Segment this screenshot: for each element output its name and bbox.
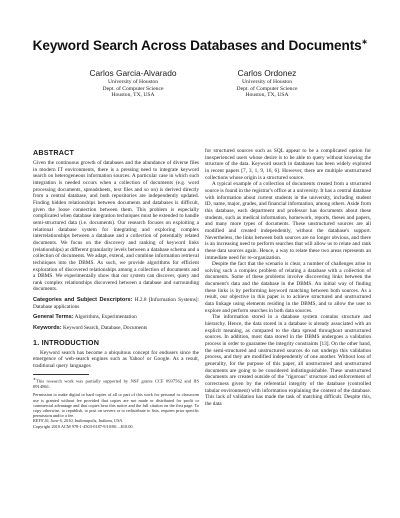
right-paragraph-1: for structured sources such as SQL appear to be a complicated option for inexperienced users whose desire is to be able to query without knowing the structure of the data. Keyword search in databases has been widely explored in recent papers [7, 3, 1, 9, 16, 6]. However, there are multiple unstructured collections whose origin is a structured source. — [205, 148, 371, 181]
paper-title: Keyword Search Across Databases and Documents∗ — [32, 38, 368, 53]
keywords-text: Keyword Search, Database, Documents — [62, 325, 148, 332]
keywords-label: Keywords: — [33, 325, 62, 332]
right-paragraph-4: The information stored in a database system contains structure and hierarchy. Hence, the data stored in a database is already associated with an explicit meaning, as compared to the data spread throughout unstructured sources. In addition, most data stored in the DBMS undergoes a validation process in order to guarantee the integrity constraints [13]. On the other hand, the semi-structured and unstructured sources do not undergo this validation process, and they are modified independently of one another. Without loss of generality, for the purpose of this paper, all unstructured and unstructured documents are going to be considered indistinguishable. These unstructured documents are created outside of the "rigorous" structure and enforcement of correctness given by the referential integrity of the database (controlled tabular environment) with information explaining the content of the database. This lack of validation has made the task of matching difficult. Despite this, the data — [205, 314, 371, 407]
footnote-rule — [33, 374, 89, 375]
categories-text: H.2.8 [Information Systems]: Database applications — [33, 297, 199, 310]
author-dept: Dept. of Computer Science — [236, 85, 298, 92]
author-affiliation: University of Houston — [241, 79, 293, 85]
general-terms — [33, 314, 199, 321]
right-paragraph-3: Despite the fact that the scenario is clear, a number of challenges arise in solving such a complex problem of relating a database with a collection of documents. Some of these problems involve discovering links between the document's data and the database in the DBMS. An initial way of finding these links is by performing keyword matching between both sources. As a result, our objective in this paper is to achieve structured and unstructured data linkage using elements residing in the DBMS, and to allow the user to explore and perform searches in both data sources. — [205, 261, 371, 314]
author-location: Houston, TX, USA — [245, 92, 289, 99]
footnote-mark: ∗ — [33, 376, 37, 381]
title-footnote-mark: ∗ — [361, 39, 368, 46]
author-name: Carlos Ordonez — [237, 68, 297, 78]
footnote — [33, 377, 199, 390]
intro-paragraph: Keyword search has become a ubiquitous concept for endusers since the emergence of web-search engines such as Yahoo! or Google. As a result, traditional query languages — [33, 349, 199, 370]
author-dept: Dept. of Computer Science — [102, 85, 164, 92]
author-location: Houston, TX, USA — [111, 92, 155, 99]
categories — [33, 297, 199, 310]
right-paragraph-2: A typical example of a collection of documents created from a structured source is found in the registrar's office at a university. It has a central database with information about current students in the university, including student ID, name, major, grades, and financial information, among others. Aside from this database, each department and professor has documents about these students, such as medical information, homework, reports, theses and papers, and many more types of documents. These unstructured sources are all modified and created independently, without the database's support. Nevertheless, the links between both sources are no longer obvious, and there is an increasing need to perform searches that will allow us to relate and rank these data sources again. Hence, a way to relate these two areas represents an immediate need for re-organization. — [205, 181, 371, 261]
abstract-text: Given the continuous growth of databases and the abundance of diverse files in modern IT environments, there is a pressing need to integrate keyword search on heterogeneous information sources. A particular case in which such integration is needed occurs when a collection of documents (e.g. word processing documents, spreadsheets, text files and so on) is derived directly from a central database, and both repositories are independently updated. Finding hidden relationships between documents and databases is difficult, given the loose connection between them. This problem is especially complicated when database integration techniques must be extended to handle semi-structured data (i.e. documents). Our research focuses on exploiting a relational database system for integrating and exploring complex interrelationships between a database and a collection of potentially related documents. We focus on the discovery and ranking of keyword links (relationships) at different granularity levels between a database schema and a collection of documents. We adapt, extend, and combine information retrieval techniques into the DBMS. As such, we provide algorithms for efficient exploration of discovered relationships among a collection of documents and a DBMS. We experimentally show that our system can discover, query and rank complex relationships discovered between a database and surrounding documents. — [33, 160, 199, 293]
intro-heading: 1. INTRODUCTION — [33, 337, 100, 347]
left-column — [33, 148, 199, 429]
terms-label: General Terms: — [33, 314, 74, 321]
author-name: Carlos Garcia-Alvarado — [89, 68, 177, 78]
author-2 — [182, 68, 352, 99]
footnote-text: This research work was partially supported by NSF grants CCF 0937562 and IIS 0914861. — [33, 378, 199, 389]
author-affiliation: University of Houston — [107, 79, 159, 85]
permission-notice: Permission to make digital or hard copies of all or part of this work for personal or classroom use is granted without fee provided that copies are not made or distributed for profit or commercial advantage and that copies bear this notice and the full citation on the first page. To copy otherwise, to republish, to post on servers or to redistribute to lists, requires prior specific permission and/or a fee. — [33, 392, 199, 419]
terms-text: Algorithms, Experimentation — [74, 314, 137, 321]
copyright-notice: Copyright 2010 ACM 978-1-4503-0187-9/10/06 ...$10.00. — [33, 423, 134, 429]
categories-label: Categories and Subject Descriptors: — [33, 297, 133, 304]
keywords — [33, 325, 199, 332]
right-column — [205, 148, 371, 408]
abstract-heading: ABSTRACT — [33, 148, 75, 157]
conference-info: KEYS'10, June 6, 2010, Indianapolis, Indiana, USA. — [33, 418, 123, 424]
